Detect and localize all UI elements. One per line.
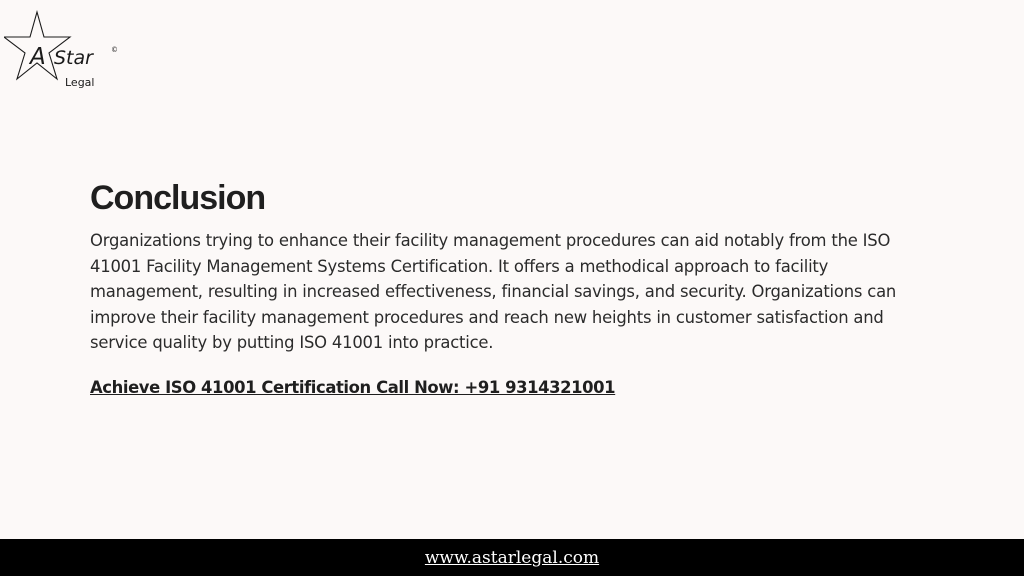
logo-wordmark: Star (54, 47, 93, 69)
footer-bar (0, 539, 1024, 576)
conclusion-paragraph: Organizations trying to enhance their facility management procedures can aid notably from the ISO 41001 Facility Management Systems Certification. It offers a methodical approach to facility management, resulting in increased effectiveness, financial savings, and security. Organizations can improve their facility management procedures and reach new heights in customer satisfaction and service quality by putting ISO 41001 into practice. (90, 231, 897, 353)
logo-subtitle: Legal (65, 76, 95, 89)
slide-content (90, 178, 940, 399)
logo-copyright-mark: © (111, 46, 118, 54)
call-to-action-link[interactable]: Achieve ISO 41001 Certification Call Now: +91 9314321001 (90, 377, 616, 397)
website-link[interactable]: www.astarlegal.com (424, 547, 600, 568)
slide-title: Conclusion (90, 179, 266, 217)
logo-initial: A (30, 44, 46, 70)
brand-logo (4, 10, 122, 89)
